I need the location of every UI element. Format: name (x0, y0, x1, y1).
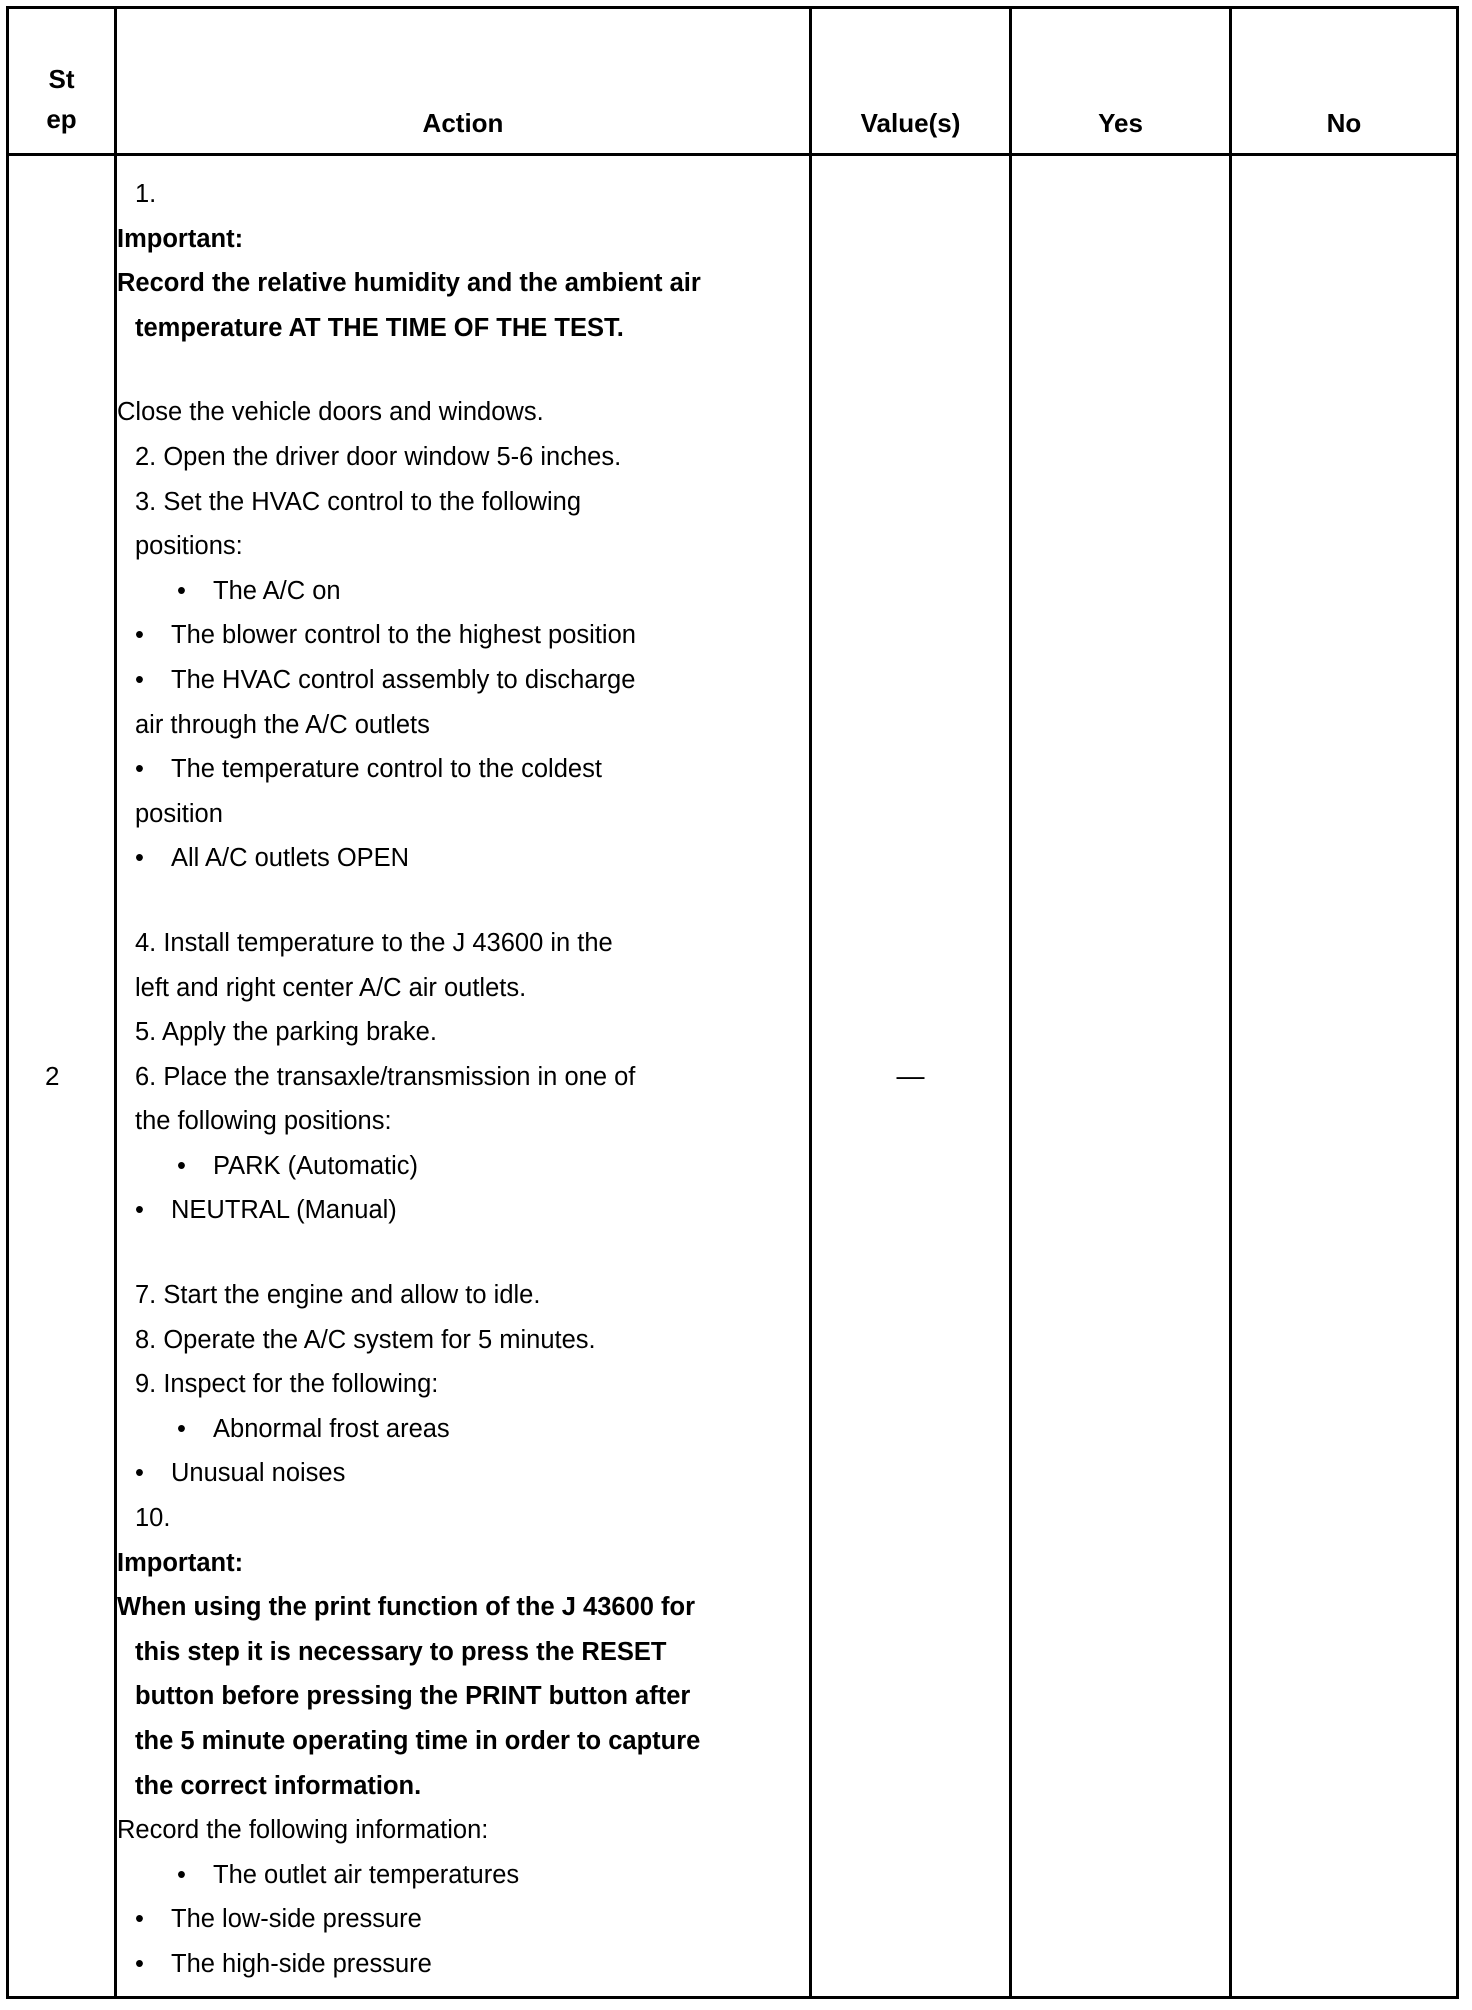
item-3-bullet-3-cont: air through the A/C outlets (135, 710, 430, 739)
important-1-line-1: Record the relative humidity and the ambient air (117, 269, 701, 298)
item-3-bullet-5-text: All A/C outlets OPEN (171, 844, 410, 873)
item-5: 5. Apply the parking brake. (135, 1018, 437, 1047)
bullet-glyph: • (177, 576, 186, 605)
yes-cell (1011, 155, 1231, 1998)
important-2-line-2: this step it is necessary to press the RESET (135, 1637, 667, 1666)
diagnostic-table (6, 6, 1459, 1999)
item-6-bullet-1-text: PARK (Automatic) (213, 1151, 418, 1180)
bullet-glyph: • (135, 755, 144, 784)
important-2-line-1: When using the print function of the J 43600 for (117, 1593, 696, 1622)
header-no: No (1231, 8, 1458, 155)
important-2-line-5: the correct information. (135, 1771, 422, 1800)
item-3-bullet-3 (117, 658, 809, 703)
bullet-glyph: • (135, 621, 144, 650)
item-10-text: Record the following information: (117, 1816, 489, 1845)
header-step-line2: ep (46, 104, 77, 134)
item-6-line-2: the following positions: (135, 1107, 392, 1136)
item-4-line-1: 4. Install temperature to the J 43600 in the (135, 928, 613, 957)
item-3-bullet-3-text: The HVAC control assembly to discharge (171, 665, 636, 694)
header-step-line1: St (48, 64, 75, 94)
item-10-bullet-3 (117, 1942, 809, 1987)
bullet-glyph: • (135, 844, 144, 873)
bullet-glyph: • (135, 1459, 144, 1488)
bullet-glyph: • (135, 1196, 144, 1225)
important-1-label: Important: (117, 224, 244, 253)
item-3-line-1: 3. Set the HVAC control to the following (135, 487, 582, 516)
bullet-glyph: • (135, 1949, 144, 1978)
item-10-bullet-1-text: The outlet air temperatures (213, 1860, 520, 1889)
item-2: 2. Open the driver door window 5-6 inches. (135, 442, 622, 471)
item-1-text: Close the vehicle doors and windows. (117, 398, 544, 427)
step-number: 2 (8, 155, 116, 1998)
header-action: Action (116, 8, 811, 155)
important-2-label: Important: (117, 1548, 244, 1577)
item-6-bullet-1 (117, 1144, 809, 1189)
item-6-bullet-2-text: NEUTRAL (Manual) (171, 1196, 397, 1225)
item-3-bullet-2 (117, 613, 809, 658)
action-cell (116, 155, 811, 1998)
item-3-bullet-4-cont: position (135, 799, 223, 828)
header-values: Value(s) (811, 8, 1011, 155)
important-2-line-4: the 5 minute operating time in order to capture (135, 1727, 701, 1755)
item-9-bullet-2 (117, 1451, 809, 1496)
item-9-bullet-2-text: Unusual noises (171, 1459, 346, 1488)
item-9-bullet-1 (117, 1407, 809, 1452)
value-cell: — (811, 155, 1011, 1998)
item-9: 9. Inspect for the following: (135, 1370, 439, 1399)
item-10-bullet-3-text: The high-side pressure (171, 1949, 432, 1978)
item-10-number: 10. (135, 1504, 171, 1533)
item-6-bullet-2 (117, 1188, 809, 1233)
bullet-glyph: • (177, 1414, 186, 1443)
important-2-line-3: button before pressing the PRINT button after (135, 1682, 691, 1711)
item-9-bullet-1-text: Abnormal frost areas (213, 1414, 450, 1443)
table-row (8, 155, 1458, 1998)
bullet-glyph: • (177, 1860, 186, 1889)
item-3-bullet-1 (117, 569, 809, 614)
item-7: 7. Start the engine and allow to idle. (135, 1281, 541, 1310)
item-10-bullet-1 (117, 1853, 809, 1898)
important-1-line-2: temperature AT THE TIME OF THE TEST. (135, 313, 624, 342)
item-10-bullet-2-text: The low-side pressure (171, 1905, 422, 1934)
item-3-bullet-4-text: The temperature control to the coldest (171, 755, 602, 784)
item-3-bullet-1-text: The A/C on (213, 576, 341, 605)
item-3-bullet-5 (117, 836, 809, 881)
bullet-glyph: • (177, 1151, 186, 1180)
no-cell (1231, 155, 1458, 1998)
item-3-bullet-2-text: The blower control to the highest position (171, 621, 636, 650)
item-6-line-1: 6. Place the transaxle/transmission in one of (135, 1062, 636, 1091)
bullet-glyph: • (135, 665, 144, 694)
item-3-line-2: positions: (135, 532, 243, 561)
item-1-number: 1. (135, 180, 157, 208)
header-step (8, 8, 116, 155)
item-3-bullet-4 (117, 747, 809, 792)
item-8: 8. Operate the A/C system for 5 minutes. (135, 1325, 596, 1354)
bullet-glyph: • (135, 1905, 144, 1934)
table-header-row (8, 8, 1458, 155)
item-10-bullet-2 (117, 1897, 809, 1942)
header-yes: Yes (1011, 8, 1231, 155)
item-4-line-2: left and right center A/C air outlets. (135, 973, 527, 1002)
